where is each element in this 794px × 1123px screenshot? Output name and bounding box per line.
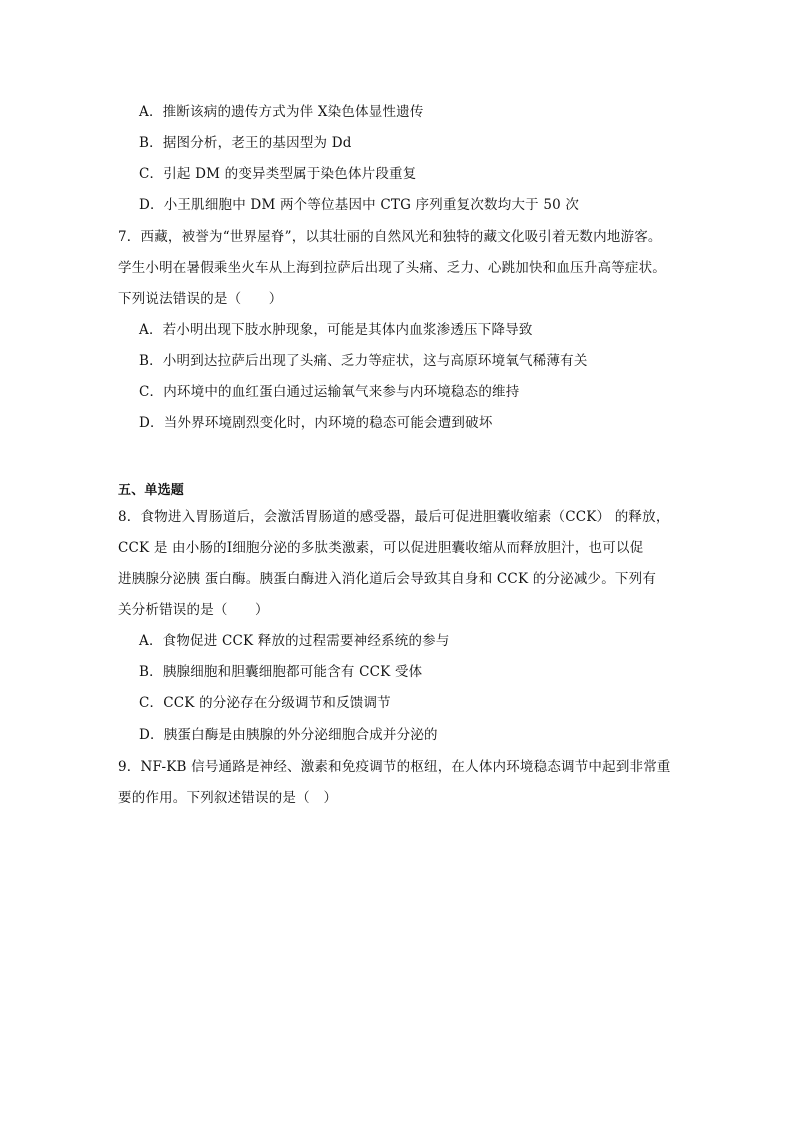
q9-stem-line-2: 要的作用。下列叙述错误的是（ ）: [118, 790, 338, 806]
q7-stem-line-3: 下列说法错误的是（ ）: [118, 291, 283, 307]
q8-stem-line-2: CCK 是 由小肠的Ⅰ细胞分泌的多肽类激素，可以促进胆囊收缩从而释放胆汁，也可以促: [118, 540, 644, 556]
q6-option-a: A．推断该病的遗传方式为伴 X染色体显性遗传: [139, 104, 424, 120]
q8-stem-line-4: 关分析错误的是（ ）: [118, 602, 269, 618]
q7-option-d: D．当外界环境剧烈变化时，内环境的稳态可能会遭到破坏: [139, 415, 493, 431]
q8-option-b: B．胰腺细胞和胆囊细胞都可能含有 CCK 受体: [139, 664, 423, 680]
q9-stem-line-1: 9．NF-KB 信号通路是神经、激素和免疫调节的枢纽，在人体内环境稳态调节中起到非常重: [118, 759, 671, 775]
q8-option-c: C．CCK 的分泌存在分级调节和反馈调节: [139, 695, 391, 711]
q8-option-d: D．胰蛋白酶是由胰腺的外分泌细胞合成并分泌的: [139, 727, 438, 743]
q7-option-a: A．若小明出现下肢水肿现象，可能是其体内血浆渗透压下降导致: [139, 322, 533, 338]
q6-option-c: C．引起 DM 的变异类型属于染色体片段重复: [139, 166, 417, 182]
q8-stem-line-1: 8．食物进入胃肠道后，会激活胃肠道的感受器，最后可促进胆囊收缩素（CCK） 的释放，: [118, 509, 670, 525]
q7-stem-line-2: 学生小明在暑假乘坐火车从上海到拉萨后出现了头痛、乏力、心跳加快和血压升高等症状。: [118, 260, 666, 276]
q6-option-d: D．小王肌细胞中 DM 两个等位基因中 CTG 序列重复次数均大于 50 次: [139, 197, 580, 213]
q6-option-b: B．据图分析，老王的基因型为 Dd: [139, 135, 352, 151]
q8-stem-line-3: 进胰腺分泌胰 蛋白酶。胰蛋白酶进入消化道后会导致其自身和 CCK 的分泌减少。下列有: [118, 571, 657, 587]
section-title: 五、单选题: [118, 483, 185, 498]
q7-option-b: B．小明到达拉萨后出现了头痛、乏力等症状，这与高原环境氧气稀薄有关: [139, 353, 588, 369]
q7-stem-line-1: 7．西藏，被誉为“世界屋脊”，以其壮丽的自然风光和独特的藏文化吸引着无数内地游客。: [118, 229, 662, 245]
q8-option-a: A．食物促进 CCK 释放的过程需要神经系统的参与: [139, 633, 450, 649]
q7-option-c: C．内环境中的血红蛋白通过运输氧气来参与内环境稳态的维持: [139, 384, 520, 400]
